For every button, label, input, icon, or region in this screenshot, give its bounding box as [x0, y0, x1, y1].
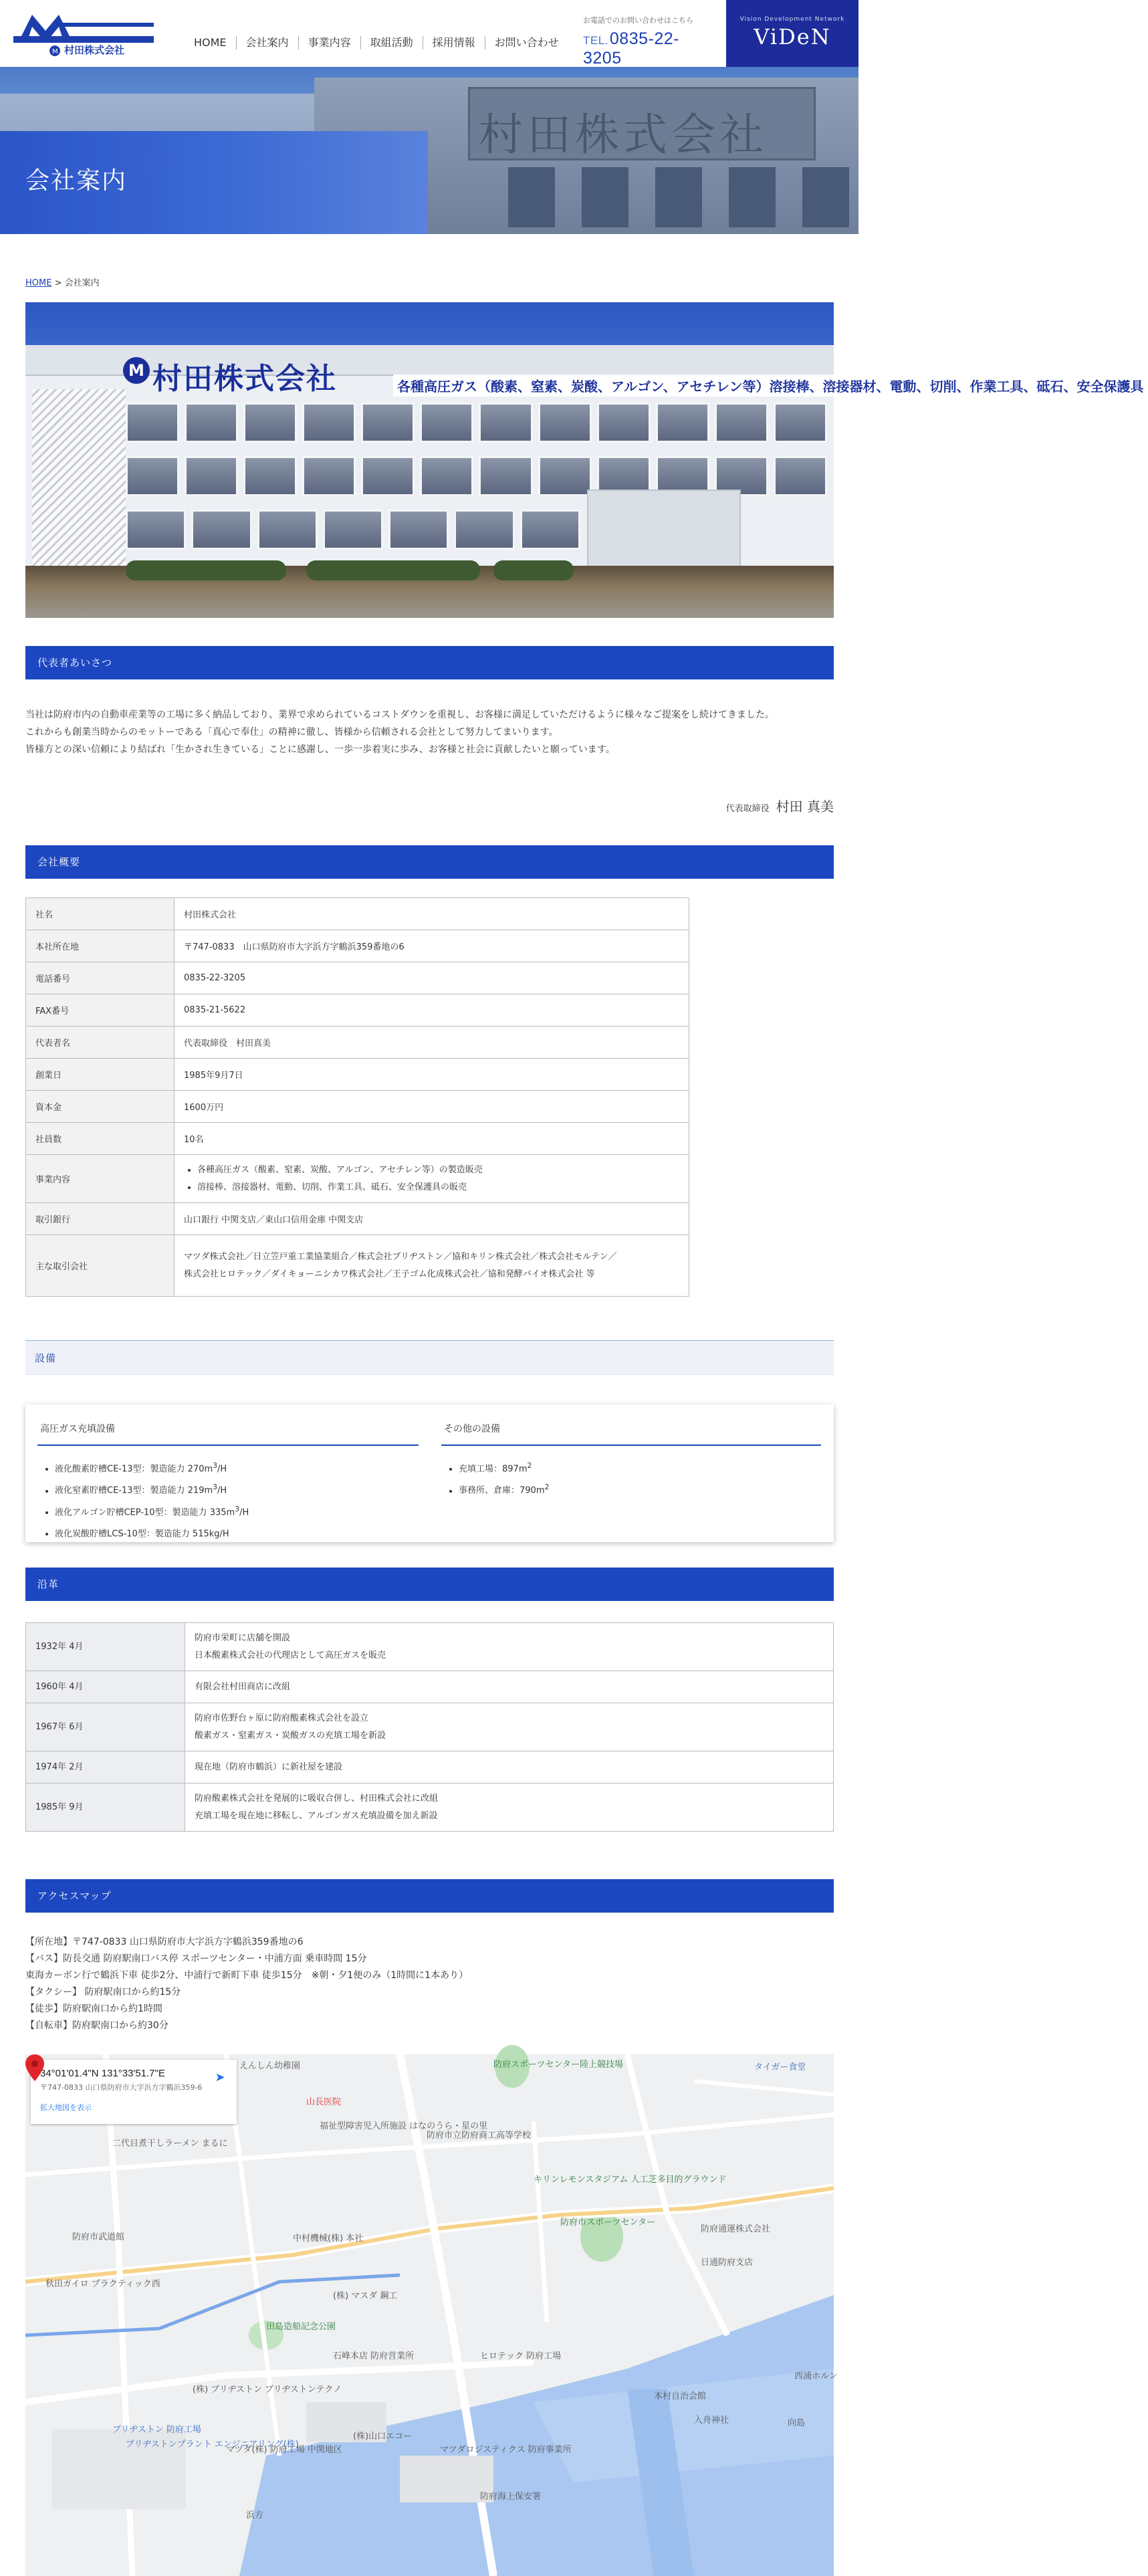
photo-sign-sub: 各種高圧ガス（酸素、窒素、炭酸、アルゴン、アセチレン等）溶接棒、溶接器材、電動、切削、作業工具、砥石、安全保護具: [393, 374, 1148, 397]
photo-staircase: [32, 389, 126, 570]
section-heading-access: アクセスマップ: [25, 1879, 834, 1913]
nav-company[interactable]: 会社案内: [236, 36, 298, 49]
table-key: 社名: [26, 898, 175, 930]
breadcrumb: [25, 276, 100, 288]
table-value: 防府市佐野台ヶ原に防府酸素株式会社を設立 酸素ガス・窒素ガス・炭酸ガスの充填工場を新設: [185, 1703, 834, 1751]
map-label[interactable]: ブリヂストンプラント エンジニアリング(株): [126, 2440, 299, 2450]
table-value: 防府市栄町に店舗を開設 日本酸素株式会社の代理店として高圧ガスを販売: [185, 1623, 834, 1671]
table-row: [26, 1751, 834, 1784]
clients-line: マツダ株式会社／日立笠戸重工業協業組合／株式会社ブリヂストン／協和キリン株式会社／株式会社モルテン／: [184, 1251, 617, 1262]
map-label[interactable]: 入舟神社: [694, 2416, 729, 2426]
access-line: 【所在地】〒747-0833 山口県防府市大字浜方字鶴浜359番地の6: [25, 1937, 304, 1947]
map-label[interactable]: ブリヂストン 防府工場: [112, 2425, 201, 2435]
page-title: 会社案内: [25, 167, 128, 195]
photo-window-row: [119, 403, 834, 443]
map-label[interactable]: (株) ブリヂストン ブリヂストンテクノ: [193, 2385, 342, 2395]
table-row: [26, 930, 689, 962]
contact-note: お電話でのお問い合わせはこちら: [583, 16, 693, 25]
table-value: 代表取締役 村田真美: [175, 1027, 689, 1059]
equipment-left: [37, 1416, 419, 1543]
table-row: [26, 1784, 834, 1832]
breadcrumb-separator: >: [51, 278, 65, 288]
viden-tagline: Vision Development Network: [739, 16, 845, 23]
directions-icon[interactable]: ➤: [215, 2070, 225, 2084]
table-row: [26, 898, 689, 930]
map-coordinates: 34°01'01.4"N 131°33'51.7"E: [40, 2068, 165, 2079]
list-item: • 充填工場：$897m^2$: [459, 1457, 821, 1478]
map-label[interactable]: 石峰本店 防府営業所: [333, 2351, 415, 2361]
table-key: 創業日: [26, 1059, 175, 1091]
header-contact: [583, 15, 717, 68]
map-label[interactable]: えんしん幼稚園: [239, 2061, 301, 2071]
hero-window: [729, 167, 776, 227]
map-address: 〒747-0833 山口県防府市大字浜方字鶴浜359-6: [40, 2083, 203, 2092]
map-label[interactable]: 日通防府支店: [701, 2258, 754, 2268]
table-value: 有限会社村田商店に改組: [185, 1671, 834, 1703]
table-value: 10名: [175, 1123, 689, 1155]
representative-name: 村田 真美: [776, 798, 834, 815]
map-label[interactable]: 防府市スポーツセンター: [560, 2218, 655, 2228]
nav-home[interactable]: HOME: [194, 36, 227, 49]
table-row: [26, 1671, 834, 1703]
photo-shrub: [306, 560, 480, 580]
photo-window-row: [119, 510, 587, 550]
table-key: 主な取引会社: [26, 1235, 175, 1297]
table-key: 1967年 6月: [26, 1703, 185, 1751]
map-label[interactable]: 福祉型障害児入所施設 はなのうら・星の里: [320, 2121, 488, 2131]
representative-signature: [726, 796, 834, 815]
map-label[interactable]: 田島造船記念公園: [266, 2322, 336, 2332]
access-line: 【バス】防長交通 防府駅南口バス停 スポーツセンター・中浦方面 乗車時間 15分: [25, 1953, 367, 1964]
map-pin-icon[interactable]: [25, 2054, 44, 2081]
map-label[interactable]: マツダ(株) 防府工場 中関地区: [226, 2445, 342, 2455]
map-label[interactable]: ヒロテック 防府工場: [480, 2351, 562, 2361]
table-key: 代表者名: [26, 1027, 175, 1059]
section-heading-company: 会社概要: [25, 845, 834, 879]
greeting-text: [25, 706, 834, 758]
access-info: [25, 1934, 834, 2034]
table-value: 0835-21-5622: [175, 994, 689, 1027]
table-key: 1960年 4月: [26, 1671, 185, 1703]
list-item: • 液化酸素貯槽CE-13型：製造能力 $270m^3/H$: [55, 1457, 419, 1478]
table-row: [26, 1703, 834, 1751]
hero-window: [802, 167, 849, 227]
main-nav: [185, 36, 568, 49]
map-label[interactable]: 防府スポーツセンター陸上競技場: [493, 2060, 623, 2070]
equipment-right-list: [441, 1457, 821, 1500]
map-label[interactable]: 防府市立防府商工高等学校: [427, 2131, 532, 2141]
company-table: [25, 897, 689, 1297]
breadcrumb-current: 会社案内: [64, 278, 100, 288]
access-line: 【自転車】防府駅南口から約30分: [25, 2020, 168, 2031]
google-map[interactable]: [25, 2054, 838, 2576]
table-row: [26, 1623, 834, 1671]
map-label[interactable]: (株)山口エコー: [353, 2432, 413, 2442]
table-value: 山口銀行 中関支店／東山口信用金庫 中関支店: [175, 1203, 689, 1235]
map-label[interactable]: 本村自治会館: [654, 2391, 707, 2401]
equipment-left-title: 高圧ガス充填設備: [37, 1416, 419, 1446]
access-line: 【タクシー】 防府駅南口から約15分: [25, 1987, 181, 1998]
table-key: 資本金: [26, 1091, 175, 1123]
map-label[interactable]: 防府海上保安署: [480, 2492, 542, 2502]
equipment-right-title: その他の設備: [441, 1416, 821, 1446]
site-header: [0, 0, 858, 67]
nav-activities[interactable]: 取組活動: [360, 36, 423, 49]
map-label[interactable]: タイガー食堂: [754, 2062, 806, 2072]
list-item: • 液化アルゴン貯槽CEP-10型：製造能力 $335m^3/H$: [55, 1500, 419, 1521]
map-label[interactable]: マツダロジスティクス 防府事業所: [440, 2445, 572, 2455]
table-key: 本社所在地: [26, 930, 175, 962]
table-key: 1985年 9月: [26, 1784, 185, 1832]
map-label[interactable]: 防府市武道館: [72, 2232, 125, 2242]
table-value: 防府酸素株式会社を発展的に吸収合併し、村田株式会社に改組 充填工場を現在地に移転し、アルゴンガス充填設備を加え新設: [185, 1784, 834, 1832]
map-label[interactable]: 浜方: [246, 2510, 264, 2520]
greeting-line: 当社は防府市内の自動車産業等の工場に多く納品しており、業界で求められているコストダウンを重視し、お客様に満足していただけるように様々なご提案をし続けてきました。: [25, 710, 774, 720]
section-heading-history: 沿革: [25, 1568, 834, 1601]
representative-title: 代表取締役: [725, 804, 770, 814]
table-value: 0835-22-3205: [175, 962, 689, 994]
map-info-card: [31, 2060, 237, 2124]
map-label[interactable]: 二代目煮干しラーメン まるに: [112, 2139, 228, 2149]
table-value: [175, 1155, 689, 1203]
table-value: [175, 1235, 689, 1297]
breadcrumb-home[interactable]: HOME: [25, 278, 52, 288]
table-value: 1985年9月7日: [175, 1059, 689, 1091]
table-row: [26, 1059, 689, 1091]
hero-sign-text: 村田株式会社: [479, 109, 768, 160]
list-item: • 液化窒素貯槽CE-13型：製造能力 $219m^3/H$: [55, 1478, 419, 1499]
company-building-photo: [25, 302, 1144, 618]
viden-logo: ViDeN: [754, 24, 831, 49]
map-label[interactable]: 向島: [788, 2418, 806, 2428]
table-key: 1932年 4月: [26, 1623, 185, 1671]
access-line: 【徒歩】防府駅南口から約1時間: [25, 2004, 162, 2014]
clients-line: 株式会社ヒロテック／ダイキョーニシカワ株式会社／王子ゴム化成株式会社／協和発酵バイオ株式会社 等: [184, 1269, 595, 1279]
table-key: FAX番号: [26, 994, 175, 1027]
table-row: [26, 1027, 689, 1059]
photo-sign-logo: M: [123, 357, 150, 384]
table-value: 1600万円: [175, 1091, 689, 1123]
hero-window: [508, 167, 555, 227]
contact-tel[interactable]: [583, 29, 717, 68]
table-row: [26, 1123, 689, 1155]
table-key: 電話番号: [26, 962, 175, 994]
section-heading-equipment: 設備: [25, 1340, 834, 1375]
equipment-left-list: [37, 1457, 419, 1543]
nav-business[interactable]: 事業内容: [298, 36, 360, 49]
hero-banner: [0, 67, 858, 234]
list-item: • 液化炭酸貯槽LCS-10型：製造能力 515kg/H: [55, 1521, 419, 1543]
nav-contact[interactable]: お問い合わせ: [485, 36, 568, 49]
access-line: 東海カーボン行で鶴浜下車 徒歩2分、中浦行で新町下車 徒歩15分 ※朝・夕1便のみ（1時間に1本あり）: [25, 1970, 469, 1981]
section-heading-greeting: 代表者あいさつ: [25, 646, 834, 679]
hero-window: [655, 167, 702, 227]
table-key: 事業内容: [26, 1155, 175, 1203]
equipment-right: [441, 1416, 821, 1500]
history-table: [25, 1622, 834, 1832]
table-key: 取引銀行: [26, 1203, 175, 1235]
photo-shrub: [493, 560, 574, 580]
company-logo[interactable]: [13, 9, 154, 58]
table-row: [26, 994, 689, 1027]
table-row: [26, 962, 689, 994]
list-item: • 各種高圧ガス（酸素、窒素、炭酸、アルゴン、アセチレン等）の製造販売: [197, 1162, 679, 1179]
photo-sign: 村田株式会社: [152, 362, 337, 396]
tel-label: TEL.: [583, 34, 608, 47]
photo-entrance: [587, 490, 741, 570]
table-row: [26, 1155, 689, 1203]
table-value: 村田株式会社: [175, 898, 689, 930]
photo-shrub: [126, 560, 286, 580]
map-label[interactable]: 中村機械(株) 本社: [293, 2234, 364, 2244]
map-label[interactable]: (株) マスダ 鋼工: [333, 2291, 398, 2301]
table-key: 社員数: [26, 1123, 175, 1155]
map-label[interactable]: 西浦ホルン: [794, 2371, 838, 2381]
table-key: 1974年 2月: [26, 1751, 185, 1784]
map-label[interactable]: 防府通運株式会社: [701, 2224, 771, 2234]
tel-number: 0835-22-3205: [583, 29, 679, 68]
table-value: 現在地（防府市鶴浜）に新社屋を建設: [185, 1751, 834, 1784]
map-enlarge-link[interactable]: 拡大地図を表示: [40, 2103, 92, 2112]
table-value: 〒747-0833 山口県防府市大字浜方字鶴浜359番地の6: [175, 930, 689, 962]
svg-text:M: M: [52, 48, 58, 56]
map-label[interactable]: キリンレモンスタジアム 人工芝多目的グラウンド: [534, 2175, 727, 2185]
list-item: • 事務所、倉庫：$790m^2$: [459, 1478, 821, 1499]
table-row: [26, 1203, 689, 1235]
greeting-line: 皆様方との深い信頼により結ばれ「生かされ生きている」ことに感謝し、一歩一歩着実に歩み、お客様と社会に貢献したいと願っています。: [25, 744, 615, 755]
equipment-card: [25, 1404, 834, 1542]
nav-recruit[interactable]: 採用情報: [423, 36, 485, 49]
hero-window: [582, 167, 628, 227]
brand-name: 村田株式会社: [64, 44, 125, 56]
list-item: • 溶接棒、溶接器材、電動、切削、作業工具、砥石、安全保護具の販売: [197, 1179, 679, 1196]
viden-banner[interactable]: [726, 0, 858, 67]
greeting-line: これからも創業当時からのモットーである「真心で奉仕」の精神に徹し、皆様から信頼される会社として努力してまいります。: [25, 727, 558, 738]
table-row: [26, 1235, 689, 1297]
map-label[interactable]: 秋田ガイロ プラクティック西: [45, 2279, 160, 2289]
map-label[interactable]: 山長医院: [306, 2097, 342, 2107]
table-row: [26, 1091, 689, 1123]
